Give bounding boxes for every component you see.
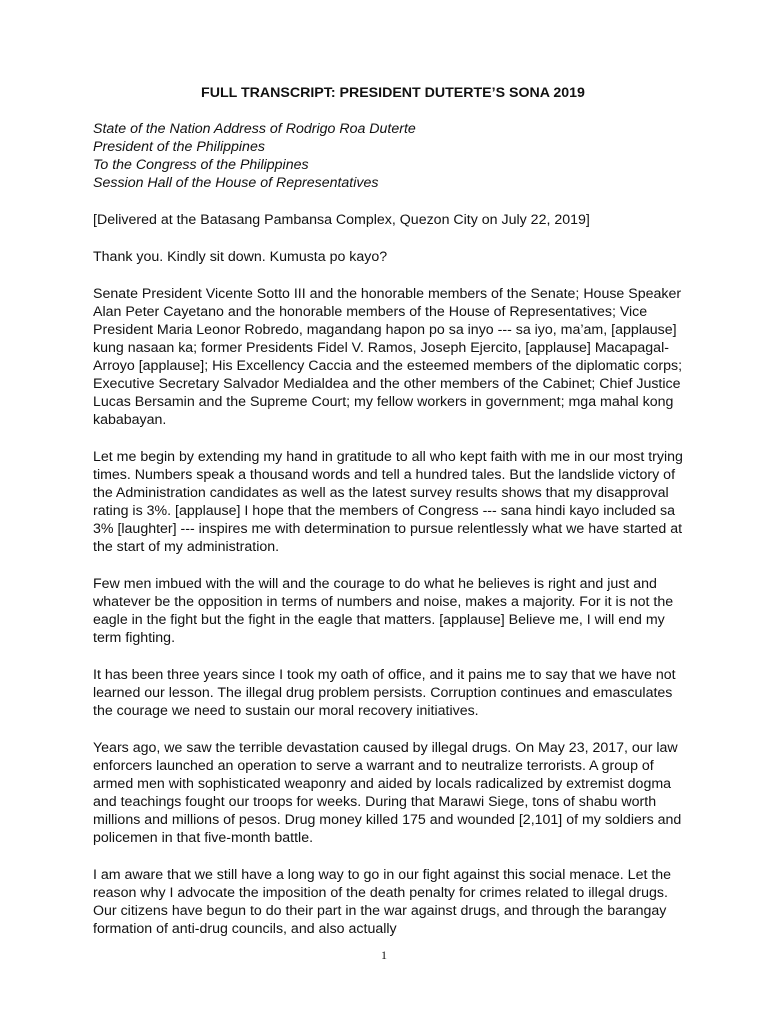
- address-heading: [93, 120, 693, 192]
- paragraph-greeting: Thank you. Kindly sit down. Kumusta po kayo?: [93, 249, 388, 265]
- subheading-line: To the Congress of the Philippines: [93, 157, 309, 173]
- paragraph-death-penalty: I am aware that we still have a long way to go in our fight against this social menace. Let the reason why I advocate the imposition of the death penalty for crimes related to illegal drugs. Our citizens have begun to do their part in the war against drugs, and through the barangay formation of anti-drug councils, and also actually: [93, 867, 672, 937]
- paragraph-courage: Few men imbued with the will and the courage to do what he believes is right and just and whatever be the opposition in terms of numbers and noise, makes a majority. For it is not the eagle in the fight but the fight in the eagle that matters. [applause] Believe me, I will end my term fighting.: [93, 576, 674, 646]
- subheading-line: President of the Philippines: [93, 139, 265, 155]
- document-title: FULL TRANSCRIPT: PRESIDENT DUTERTE’S SONA 2019: [201, 85, 585, 101]
- subheading-line: State of the Nation Address of Rodrigo Roa Duterte: [93, 121, 416, 137]
- paragraph-marawi: Years ago, we saw the terrible devastation caused by illegal drugs. On May 23, 2017, our law enforcers launched an operation to serve a warrant and to neutralize terrorists. A group of armed men with sophisticated weaponry and aided by locals radicalized by extremist dogma and teachings fought our troops for weeks. During that Marawi Siege, tons of shabu worth millions and millions of pesos. Drug money killed 175 and wounded [2,101] of my soldiers and policemen in that five-month battle.: [93, 740, 682, 846]
- paragraph-gratitude: Let me begin by extending my hand in gratitude to all who kept faith with me in our most trying times. Numbers speak a thousand words and tell a hundred tales. But the landslide victory of the Administration candidates as well as the latest survey results shows that my disapproval rating is 3%. [applause] I hope that the members of Congress --- sana hindi kayo included sa 3% [laughter] --- inspires me with determination to pursue relentlessly what we have started at the start of my administration.: [93, 449, 683, 555]
- subheading-line: Session Hall of the House of Representatives: [93, 175, 379, 191]
- document-page: [93, 84, 693, 957]
- paragraph-venue: [Delivered at the Batasang Pambansa Complex, Quezon City on July 22, 2019]: [93, 212, 590, 228]
- paragraph-acknowledgements: Senate President Vicente Sotto III and the honorable members of the Senate; House Speaker Alan Peter Cayetano and the honorable members of the House of Representatives; Vice President Maria Leonor Robredo, magandang hapon po sa inyo --- sa iyo, ma’am, [applause] kung nasaan ka; former Presidents Fidel V. Ramos, Joseph Ejercito, [applause] Macapagal-Arroyo [applause]; His Excellency Caccia and the esteemed members of the diplomatic corps; Executive Secretary Salvador Medialdea and the other members of the Cabinet; Chief Justice Lucas Bersamin and the Supreme Court; my fellow workers in government; mga mahal kong kababayan.: [93, 286, 683, 428]
- paragraph-three-years: It has been three years since I took my oath of office, and it pains me to say that we have not learned our lesson. The illegal drug problem persists. Corruption continues and emasculates the courage we need to sustain our moral recovery initiatives.: [93, 667, 676, 719]
- page-number: 1: [381, 948, 387, 962]
